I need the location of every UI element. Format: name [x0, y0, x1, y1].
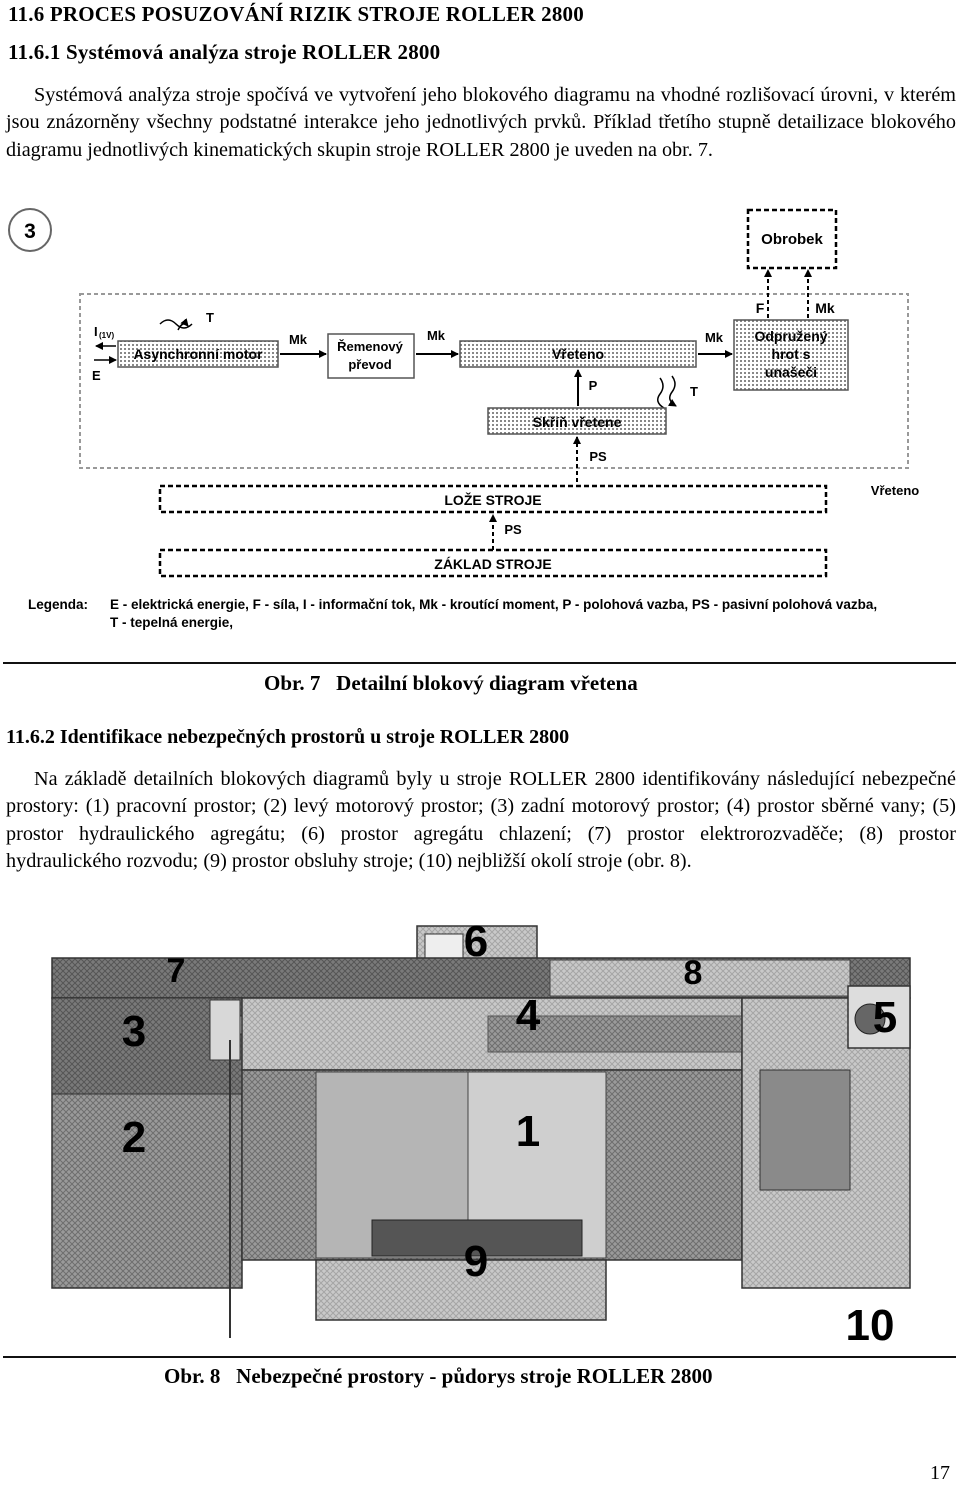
figure7-caption: Obr. 7 Detailní blokový diagram vřetena: [264, 671, 638, 695]
level-badge: [9, 209, 51, 251]
section-heading: 11.6 PROCES POSUZOVÁNÍ RIZIK STROJE ROLLER 2800: [8, 2, 584, 26]
zone-label-5: 5: [872, 993, 898, 1042]
machine-plan: [0, 920, 960, 1360]
spring-center-label-2: hrot s: [771, 346, 811, 362]
obrobek-label: Obrobek: [761, 231, 823, 248]
zone-label-1: 1: [515, 1107, 541, 1156]
machine-base-label: ZÁKLAD STROJE: [434, 556, 552, 572]
intro-paragraph-text: Systémová analýza stroje spočívá ve vytvoření jeho blokového diagramu na vhodné rozlišovací úrovni, v kterém jsou znázorněny všechny podstatné interakce jeho jednotlivých prvků. Příklad třetího stupně detailizace blokového diagramu jednotlivých kinematických skupin stroje ROLLER 2800 je uveden na obr. 7.: [6, 84, 956, 161]
figure8-rule: [3, 1356, 956, 1358]
flow-f: F: [755, 300, 765, 316]
flow-t-2: T: [690, 384, 698, 399]
belt-drive-label-1: Řemenový: [337, 339, 403, 354]
spindle-label: Vřeteno: [551, 346, 605, 362]
page-number: 17: [930, 1462, 950, 1484]
flow-mk-2: Mk: [426, 328, 446, 343]
motor-label: Asynchronní motor: [133, 346, 263, 362]
intro-paragraph: [6, 82, 956, 164]
zone-label-9: 9: [463, 1237, 489, 1286]
flow-ps-2: PS: [504, 522, 522, 537]
svg-text:3: 3: [24, 220, 36, 243]
zone-9: [316, 1260, 606, 1320]
flow-t-1: T: [206, 310, 214, 325]
flow-p: P: [588, 378, 598, 393]
flow-ps-1: PS: [589, 449, 607, 464]
figure7-rule: [3, 662, 956, 664]
flow-i-sub: (1V): [99, 331, 115, 340]
legend-line-2: T - tepelná energie,: [110, 615, 234, 630]
zone-label-6: 6: [463, 920, 489, 966]
hazard-paragraph-text: Na základě detailních blokových diagramů byly u stroje ROLLER 2800 identifikovány následující nebezpečné prostory: (1) pracovní prostor; (2) levý motorový prostor; (3) zadní motorový prostor; (4) prostor sběrné vany; (5) prostor hydraulického agregátu; (6) prostor agregátu chlazení; (7) prostor elektrorozvaděče; (8) prostor hydraulického rozvodu; (9) prostor obsluhy stroje; (10) nejbližší okolí stroje (obr. 8).: [6, 768, 956, 872]
flow-mk-1: Mk: [288, 332, 308, 347]
flow-i: I: [94, 324, 98, 339]
flow-mk-4: Mk: [815, 300, 835, 316]
subsection-heading: 11.6.1 Systémová analýza stroje ROLLER 2800: [8, 40, 441, 64]
spindle-group-label: Vřeteno: [870, 483, 920, 498]
legend-line-1: E - elektrická energie, F - síla, I - informační tok, Mk - kroutící moment, P - polohová vazba, PS - pasivní polohová vazba,: [110, 597, 878, 612]
zone-label-8: 8: [683, 954, 703, 992]
zone-label-4: 4: [515, 991, 541, 1040]
flow-e: E: [92, 368, 101, 383]
block-diagram: [0, 200, 960, 660]
hazard-paragraph: [6, 766, 956, 875]
flow-mk-3: Mk: [704, 330, 724, 345]
machine-bed-label: LOŽE STROJE: [444, 492, 542, 508]
spring-center-label-3: unašeči: [764, 364, 818, 380]
belt-drive-label-2: převod: [348, 357, 392, 372]
zone-label-3: 3: [121, 1007, 147, 1056]
subsection-heading-2: 11.6.2 Identifikace nebezpečných prostorů u stroje ROLLER 2800: [6, 726, 570, 748]
zone-label-10: 10: [845, 1301, 895, 1350]
legend-title: Legenda:: [28, 597, 89, 612]
spindle-housing-label: Skříň vřetene: [532, 414, 622, 430]
zone-label-7: 7: [166, 952, 186, 990]
spring-center-label-1: Odpružený: [754, 328, 828, 344]
zone-label-2: 2: [121, 1113, 147, 1162]
figure8-caption: Obr. 8 Nebezpečné prostory - půdorys stroje ROLLER 2800: [164, 1364, 713, 1388]
